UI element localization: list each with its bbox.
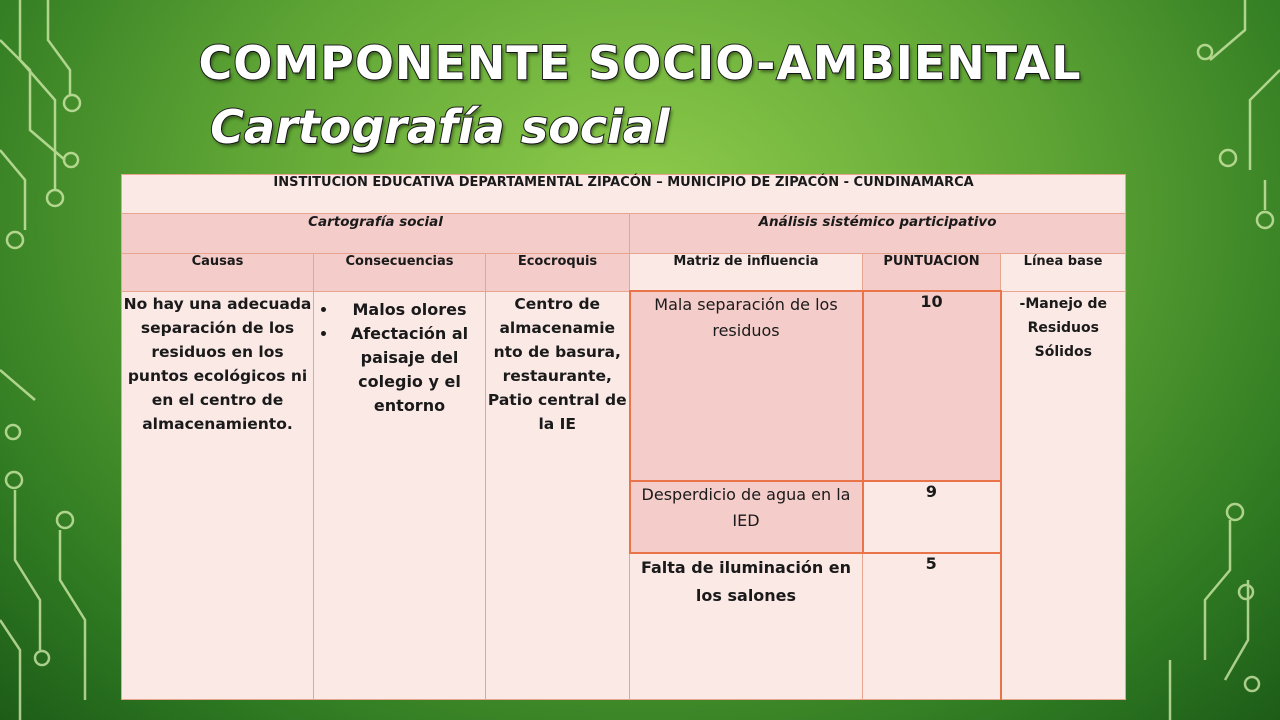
page-subtitle: Cartografía social [210, 100, 670, 154]
cartography-table [121, 174, 1126, 700]
list-item: • Malos olores [338, 298, 481, 322]
score-2: 9 [863, 481, 1001, 553]
header-puntuacion: PUNTUACION [863, 254, 1001, 292]
causa-cell: No hay una adecuada separación de los residuos en los puntos ecológicos ni en el centro de almacenamiento. [122, 291, 314, 700]
score-3: 5 [863, 553, 1001, 700]
section-cartografia: Cartografía social [122, 214, 630, 254]
score-1: 10 [863, 291, 1001, 481]
consecuencias-cell [314, 291, 486, 700]
institution-header: INSTITUCION EDUCATIVA DEPARTAMENTAL ZIPACÓN – MUNICIPIO DE ZIPACÓN - CUNDINAMARCA [122, 175, 1126, 214]
ecocroquis-cell: Centro de almacenamie nto de basura, restaurante, Patio central de la IE [486, 291, 630, 700]
header-ecocroquis: Ecocroquis [486, 254, 630, 292]
matriz-item-3: Falta de iluminación en los salones [630, 553, 863, 700]
header-causas: Causas [122, 254, 314, 292]
matriz-item-1: Mala separación de los residuos [630, 291, 863, 481]
page-title: COMPONENTE SOCIO-AMBIENTAL [198, 36, 1082, 90]
section-analisis: Análisis sistémico participativo [630, 214, 1126, 254]
consecuencias-list [314, 298, 485, 418]
matriz-item-2: Desperdicio de agua en la IED [630, 481, 863, 553]
header-matriz: Matriz de influencia [630, 254, 863, 292]
list-item: • Afectación al paisaje del colegio y el entorno [338, 322, 481, 418]
header-linea-base: Línea base [1001, 254, 1126, 292]
linea-base-cell: -Manejo de Residuos Sólidos [1001, 291, 1126, 700]
header-consecuencias: Consecuencias [314, 254, 486, 292]
